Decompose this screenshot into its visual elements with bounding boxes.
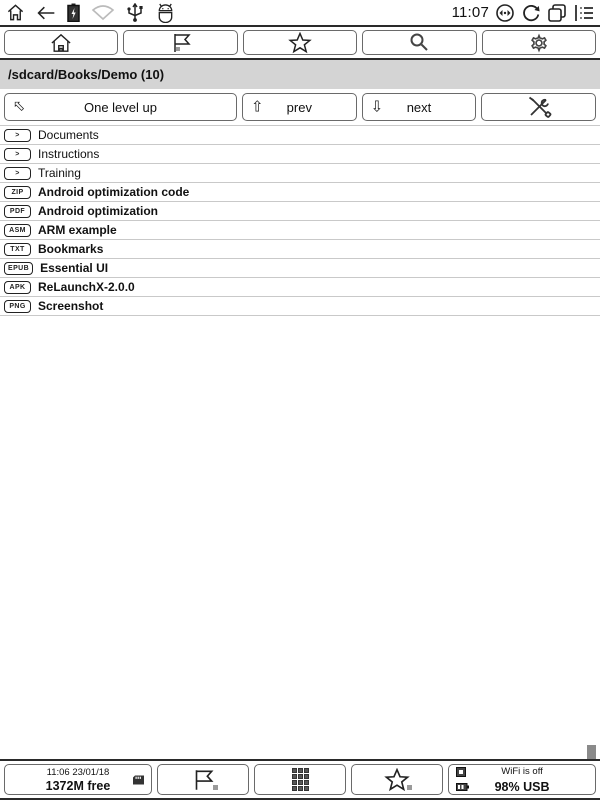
tools-icon — [526, 95, 552, 119]
settings-button[interactable] — [482, 30, 596, 55]
up-left-arrow-icon: ⇧ — [8, 95, 31, 118]
star-icon — [288, 32, 312, 54]
flag-button[interactable] — [123, 30, 237, 55]
path-bar — [0, 60, 600, 89]
filetype-badge: APK — [4, 281, 31, 294]
clock: 11:07 — [451, 4, 489, 21]
system-status-button[interactable] — [448, 764, 596, 795]
sdcard-icon — [133, 775, 144, 784]
pages-icon[interactable] — [547, 3, 569, 23]
flag-bottom-button[interactable] — [157, 764, 249, 795]
item-name: ARM example — [38, 223, 117, 237]
flag-icon — [169, 32, 193, 54]
battery-status-icon — [456, 783, 469, 791]
list-item[interactable] — [0, 164, 600, 183]
toolbar — [0, 27, 600, 60]
star-bottom-button[interactable] — [351, 764, 443, 795]
apps-grid-icon — [292, 768, 309, 791]
back-arrow-icon — [36, 4, 56, 22]
reader-mode-icon[interactable] — [495, 3, 515, 23]
storage-info-button[interactable] — [4, 764, 152, 795]
folder-badge: > — [4, 148, 31, 161]
flag-icon — [190, 768, 216, 792]
folder-badge: > — [4, 129, 31, 142]
android-icon — [155, 3, 176, 23]
one-level-up-label: One level up — [83, 99, 157, 115]
filetype-badge: PNG — [4, 300, 31, 313]
system-status-rows — [449, 765, 595, 794]
free-space: 1372M free — [45, 778, 111, 793]
item-name: Essential UI — [40, 261, 109, 275]
battery-status-row — [449, 780, 595, 795]
item-name: Documents — [38, 128, 99, 142]
star-icon — [384, 768, 410, 792]
prev-label: prev — [286, 99, 312, 115]
battery-status-text: 98% USB — [494, 779, 550, 794]
battery-charging-icon — [67, 3, 80, 22]
item-name: Training — [38, 166, 81, 180]
status-bar-right — [452, 3, 594, 23]
item-name: Android optimization — [38, 204, 158, 218]
down-arrow-icon: ⇩ — [370, 97, 384, 116]
bottom-datetime: 11:06 23/01/18 — [46, 766, 110, 778]
current-path: /sdcard/Books/Demo (10) — [8, 67, 165, 82]
favorites-button[interactable] — [243, 30, 357, 55]
status-bar — [0, 0, 600, 27]
bottom-bar — [0, 759, 600, 800]
tools-button[interactable] — [481, 93, 596, 121]
list-item[interactable] — [0, 145, 600, 164]
wifi-off-icon — [91, 4, 115, 21]
home-icon — [6, 3, 25, 22]
list-item[interactable] — [0, 202, 600, 221]
file-list — [0, 125, 600, 316]
scrollbar-thumb[interactable] — [587, 745, 596, 759]
home-icon — [50, 33, 72, 53]
folder-badge: > — [4, 167, 31, 180]
filetype-badge: ZIP — [4, 186, 31, 199]
wifi-status-text: WiFi is off — [501, 766, 543, 778]
refresh-icon[interactable] — [521, 3, 541, 23]
filetype-badge: ASM — [4, 224, 31, 237]
next-label: next — [406, 99, 432, 115]
nav-row — [0, 89, 600, 125]
usb-icon — [126, 3, 144, 23]
list-item[interactable] — [0, 297, 600, 316]
status-bar-left — [6, 3, 176, 23]
list-item[interactable] — [0, 259, 600, 278]
wifi-status-icon — [456, 767, 466, 777]
search-icon — [408, 32, 430, 54]
list-item[interactable] — [0, 221, 600, 240]
item-name: ReLaunchX-2.0.0 — [38, 280, 135, 294]
one-level-up-button[interactable] — [4, 93, 237, 121]
wifi-status-row — [449, 765, 595, 780]
list-item[interactable] — [0, 240, 600, 259]
prev-button[interactable] — [242, 93, 357, 121]
item-name: Android optimization code — [38, 185, 190, 199]
star-submenu-square — [407, 785, 412, 790]
flag-submenu-square — [213, 785, 218, 790]
filetype-badge: PDF — [4, 205, 31, 218]
list-menu-icon[interactable] — [575, 4, 594, 22]
item-name: Bookmarks — [38, 242, 104, 256]
list-item[interactable] — [0, 183, 600, 202]
item-name: Screenshot — [38, 299, 104, 313]
filetype-badge: EPUB — [4, 262, 33, 275]
next-button[interactable] — [362, 93, 477, 121]
list-item[interactable] — [0, 278, 600, 297]
item-name: Instructions — [38, 147, 100, 161]
list-item[interactable] — [0, 126, 600, 145]
search-button[interactable] — [362, 30, 476, 55]
filetype-badge: TXT — [4, 243, 31, 256]
home-button[interactable] — [4, 30, 118, 55]
apps-grid-button[interactable] — [254, 764, 346, 795]
gear-icon — [528, 32, 550, 54]
up-arrow-icon: ⇧ — [250, 97, 264, 116]
